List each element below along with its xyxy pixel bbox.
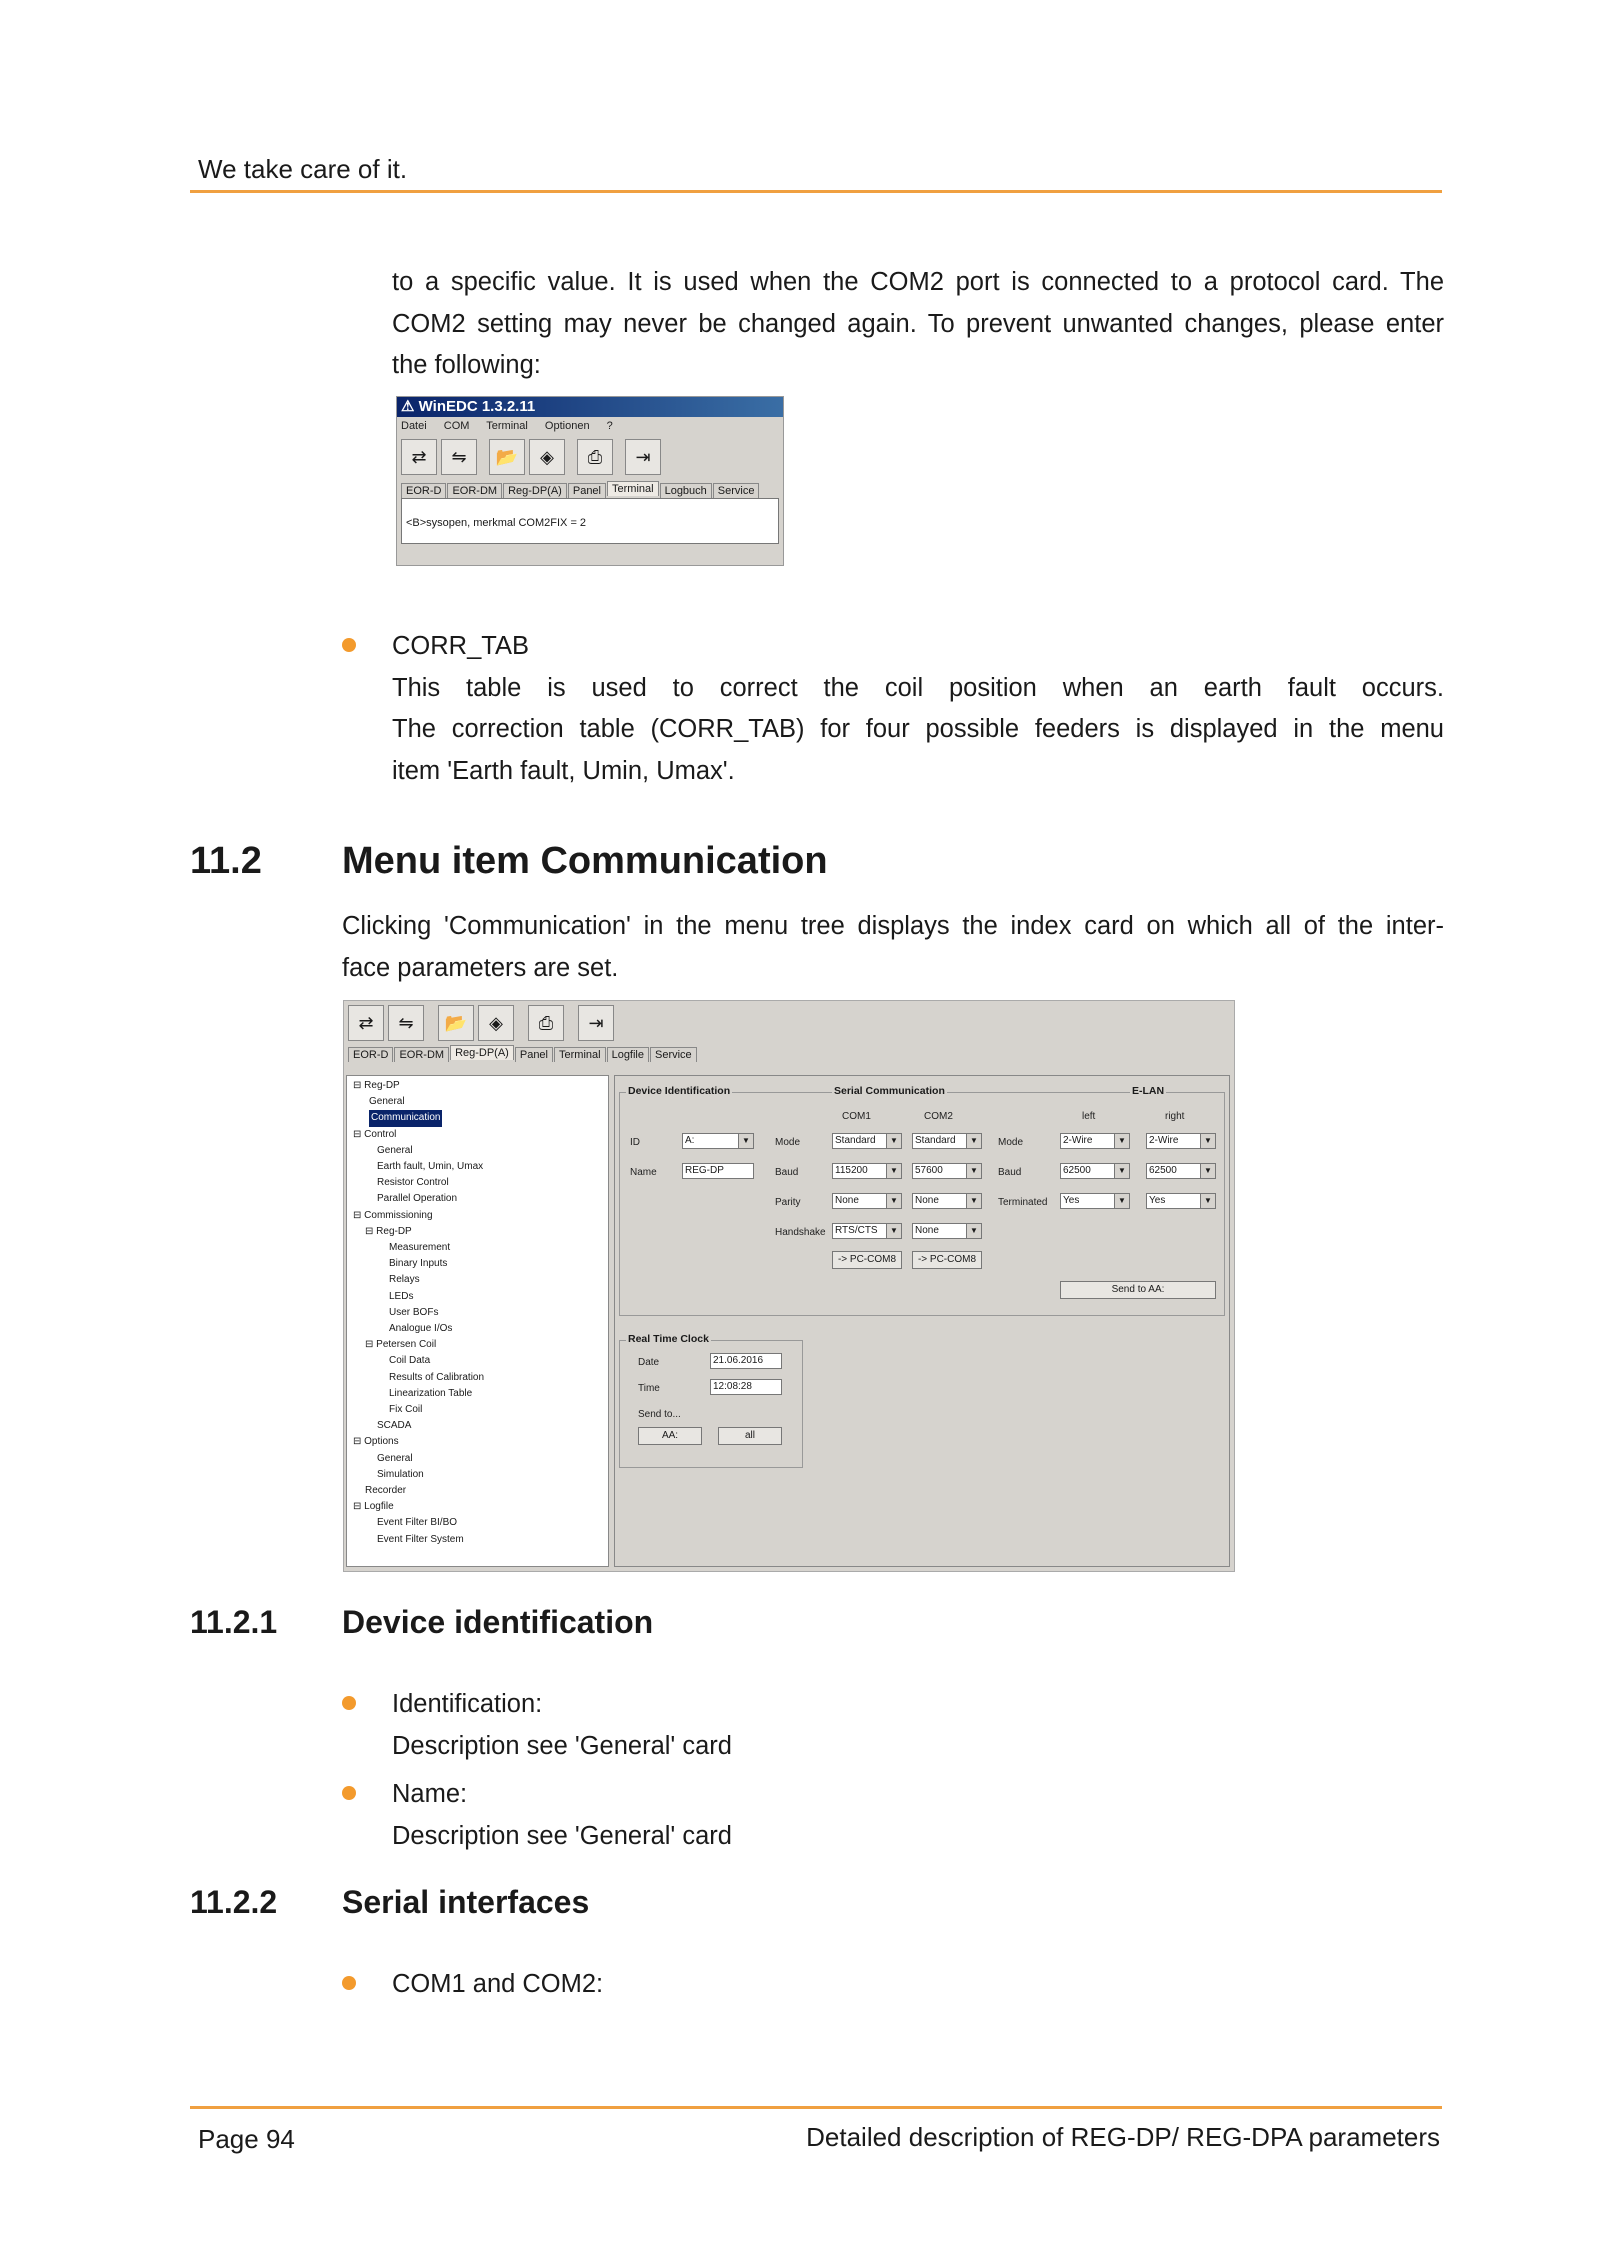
tree-item-label: Relays xyxy=(389,1274,420,1286)
tree-item-label: LEDs xyxy=(389,1290,414,1302)
tree-item-label: Event Filter BI/BO xyxy=(377,1517,458,1529)
section-11-2-1-number: 11.2.1 xyxy=(190,1604,278,1640)
printer-icon[interactable]: ⎙ xyxy=(577,439,613,475)
tree-item[interactable] xyxy=(347,1240,608,1256)
section-11-2-2-number: 11.2.2 xyxy=(190,1884,278,1920)
com1-pc-button[interactable]: -> PC-COM8 xyxy=(832,1251,902,1269)
tree-item[interactable] xyxy=(347,1127,608,1143)
footer-doc-title: Detailed description of REG-DP/ REG-DPA parameters xyxy=(806,2122,1440,2152)
intro-line-1: to a specific value. It is used when the COM2 port is connected to a protocol card. The xyxy=(392,268,1444,296)
identification-desc: Description see 'General' card xyxy=(392,1731,732,1760)
rtc-send-aa-button[interactable]: AA: xyxy=(638,1427,702,1445)
tree-item[interactable] xyxy=(347,1143,608,1159)
tree-item[interactable] xyxy=(347,1289,608,1305)
tab-logbuch[interactable]: Logbuch xyxy=(660,483,712,498)
tree-item-label: Recorder xyxy=(365,1485,407,1497)
bullet-dot xyxy=(342,638,356,652)
tree-item-label: Fix Coil xyxy=(389,1404,423,1416)
id-label: ID xyxy=(630,1137,640,1148)
dropdown-arrow-icon: ▼ xyxy=(966,1224,981,1238)
tree-item[interactable] xyxy=(347,1094,608,1110)
tree-item-label: Measurement xyxy=(389,1242,451,1254)
com1-column-label: COM1 xyxy=(842,1111,871,1122)
id-select[interactable]: A: ▼ xyxy=(682,1133,754,1149)
section-11-2-1-title: Device identification xyxy=(342,1604,654,1640)
com2-handshake-select[interactable]: None ▼ xyxy=(912,1223,982,1239)
tree-item[interactable] xyxy=(347,1386,608,1402)
bullet-dot xyxy=(342,1976,356,1990)
tree-item[interactable] xyxy=(347,1353,608,1369)
tree-item-label: User BOFs xyxy=(389,1306,439,1318)
tree-item[interactable] xyxy=(347,1078,608,1094)
tab-terminal[interactable]: Terminal xyxy=(554,1047,606,1062)
tab-eor-d[interactable]: EOR-D xyxy=(348,1047,393,1062)
tab-eor-dm[interactable]: EOR-DM xyxy=(447,483,502,498)
name-desc: Description see 'General' card xyxy=(392,1821,732,1850)
elan-left-mode-select[interactable]: 2-Wire ▼ xyxy=(1060,1133,1130,1149)
com1-parity-select[interactable]: None ▼ xyxy=(832,1193,902,1209)
tree-item[interactable] xyxy=(347,1191,608,1207)
winedc-tabs xyxy=(397,483,783,498)
tree-item[interactable] xyxy=(347,1321,608,1337)
tree-item[interactable] xyxy=(347,1467,608,1483)
elan-baud-label: Baud xyxy=(998,1167,1022,1178)
tree-item-label: Linearization Table xyxy=(389,1387,473,1399)
tree-item-label: ⊟ Commissioning xyxy=(353,1209,433,1221)
tab-eor-dm[interactable]: EOR-DM xyxy=(394,1047,449,1062)
tree-item-label: Parallel Operation xyxy=(377,1193,458,1205)
tree-item-label: ⊟ Control xyxy=(353,1128,397,1140)
tab-panel[interactable]: Panel xyxy=(515,1047,553,1062)
date-label: Date xyxy=(638,1357,660,1368)
menu-terminal[interactable]: Terminal xyxy=(486,420,528,432)
tree-item-label: Resistor Control xyxy=(377,1177,449,1189)
tree-item-label: Earth fault, Umin, Umax xyxy=(377,1161,484,1173)
section-11-2-title: Menu item Communication xyxy=(342,840,828,882)
intro-line-2: COM2 setting may never be changed again. To prevent unwanted changes, please enter xyxy=(392,309,1444,338)
dropdown-arrow-icon: ▼ xyxy=(886,1194,901,1208)
elan-mode-label: Mode xyxy=(998,1137,1024,1148)
section-11-2-line-2: face parameters are set. xyxy=(342,953,619,982)
corr-tab-title: CORR_TAB xyxy=(392,632,529,660)
terminal-input[interactable]: <B>sysopen, merkmal COM2FIX = 2 xyxy=(401,498,779,544)
elan-left-term-select[interactable]: Yes ▼ xyxy=(1060,1193,1130,1209)
parity-label: Parity xyxy=(775,1197,801,1208)
com1-baud-select[interactable]: 115200 ▼ xyxy=(832,1163,902,1179)
bullet-dot xyxy=(342,1786,356,1800)
printer-icon[interactable]: ⎙ xyxy=(528,1005,564,1041)
diskette-icon[interactable]: ◈ xyxy=(478,1005,514,1041)
corr-tab-line-2: The correction table (CORR_TAB) for four possible feeders is displayed in the menu xyxy=(392,715,1444,743)
tree-item[interactable] xyxy=(347,1418,608,1434)
baud-label: Baud xyxy=(775,1167,799,1178)
diskette-icon[interactable]: ◈ xyxy=(529,439,565,475)
com1-handshake-select[interactable]: RTS/CTS ▼ xyxy=(832,1223,902,1239)
connect-icon[interactable]: ⇄ xyxy=(348,1005,384,1041)
date-field[interactable]: 21.06.2016 xyxy=(710,1353,782,1369)
corr-tab-line-1: This table is used to correct the coil position when an earth fault occurs. xyxy=(392,673,1444,702)
header-rule xyxy=(190,190,1442,193)
tab-panel[interactable]: Panel xyxy=(568,483,606,498)
header-tagline: We take care of it. xyxy=(198,154,408,184)
com2-column-label: COM2 xyxy=(924,1111,953,1122)
rtc-send-all-button[interactable]: all xyxy=(718,1427,782,1445)
communication-card xyxy=(614,1075,1230,1567)
dropdown-arrow-icon: ▼ xyxy=(738,1134,753,1148)
tree-item[interactable] xyxy=(347,1159,608,1175)
tree-item-label: Event Filter System xyxy=(377,1533,464,1545)
disconnect-icon[interactable]: ⇋ xyxy=(388,1005,424,1041)
menu-com[interactable]: COM xyxy=(443,420,470,432)
serial-comm-title: Serial Communication xyxy=(834,1085,945,1097)
elan-left-label: left xyxy=(1082,1111,1096,1122)
winedc-titlebar xyxy=(397,397,783,417)
elan-right-term-select[interactable]: Yes ▼ xyxy=(1146,1193,1216,1209)
footer-rule xyxy=(190,2106,1442,2109)
main-tabs xyxy=(344,1047,1234,1062)
rtc-group xyxy=(619,1333,803,1468)
dropdown-arrow-icon: ▼ xyxy=(1114,1194,1129,1208)
com1-mode-select[interactable]: Standard ▼ xyxy=(832,1133,902,1149)
elan-left-baud-select[interactable]: 62500 ▼ xyxy=(1060,1163,1130,1179)
winedc-title: WinEDC 1.3.2.11 xyxy=(418,398,536,415)
open-folder-icon[interactable]: 📂 xyxy=(489,439,525,475)
tree-item[interactable] xyxy=(347,1370,608,1386)
tree-item[interactable] xyxy=(347,1175,608,1191)
tab-reg-dp[interactable]: Reg-DP(A) xyxy=(450,1045,514,1060)
name-field[interactable]: REG-DP xyxy=(682,1163,754,1179)
tree-item-label: Results of Calibration xyxy=(389,1371,485,1383)
tree-item-label: SCADA xyxy=(377,1420,412,1432)
dropdown-arrow-icon: ▼ xyxy=(1200,1164,1215,1178)
dropdown-arrow-icon: ▼ xyxy=(886,1134,901,1148)
send-to-label: Send to... xyxy=(638,1409,681,1420)
send-to-aa-button[interactable]: Send to AA: xyxy=(1060,1281,1216,1299)
tree-item-label: Coil Data xyxy=(389,1355,431,1367)
menu-datei[interactable]: Datei xyxy=(401,420,427,432)
dropdown-arrow-icon: ▼ xyxy=(886,1224,901,1238)
tree-item[interactable] xyxy=(347,1272,608,1288)
menu-tree[interactable] xyxy=(346,1075,609,1567)
tree-item-label: Binary Inputs xyxy=(389,1258,448,1270)
com2-mode-select[interactable]: Standard ▼ xyxy=(912,1133,982,1149)
open-folder-icon[interactable]: 📂 xyxy=(438,1005,474,1041)
section-11-2-paragraph xyxy=(342,906,1444,989)
tree-item[interactable] xyxy=(347,1256,608,1272)
winedc-screenshot xyxy=(396,396,784,566)
corr-tab-block xyxy=(392,626,1444,792)
elan-terminated-label: Terminated xyxy=(998,1197,1048,1208)
bullet-dot xyxy=(342,1696,356,1710)
elan-right-baud-select[interactable]: 62500 ▼ xyxy=(1146,1163,1216,1179)
tree-item[interactable] xyxy=(347,1515,608,1531)
tab-reg-dp[interactable]: Reg-DP(A) xyxy=(503,483,567,498)
tree-item[interactable] xyxy=(347,1224,608,1240)
tree-item[interactable] xyxy=(347,1532,608,1548)
section-11-2-number: 11.2 xyxy=(190,840,262,882)
tree-item-label: General xyxy=(377,1144,413,1156)
section-11-2-line-1: Clicking 'Communication' in the menu tree displays the index card on which all of the inter- xyxy=(342,912,1444,940)
dropdown-arrow-icon: ▼ xyxy=(966,1134,981,1148)
winedc-toolbar xyxy=(397,435,783,479)
tree-item-label: General xyxy=(377,1452,413,1464)
time-field[interactable]: 12:08:28 xyxy=(710,1379,782,1395)
rtc-title: Real Time Clock xyxy=(628,1333,709,1345)
tree-item[interactable] xyxy=(347,1305,608,1321)
identification-title: Identification: xyxy=(392,1690,543,1718)
menu-optionen[interactable]: Optionen xyxy=(544,420,590,432)
menu-help[interactable]: ? xyxy=(606,420,613,432)
dropdown-arrow-icon: ▼ xyxy=(966,1164,981,1178)
tree-item-label: Communication xyxy=(369,1110,442,1126)
tree-item[interactable] xyxy=(347,1402,608,1418)
tab-logfile[interactable]: Logfile xyxy=(607,1047,649,1062)
tab-eor-d[interactable]: EOR-D xyxy=(401,483,446,498)
tree-item-label: ⊟ Reg-DP xyxy=(353,1080,400,1091)
identification-item xyxy=(392,1684,732,1767)
exit-icon[interactable]: ⇥ xyxy=(578,1005,614,1041)
elan-right-mode-select[interactable]: 2-Wire ▼ xyxy=(1146,1133,1216,1149)
elan-right-label: right xyxy=(1165,1111,1185,1122)
com2-pc-button[interactable]: -> PC-COM8 xyxy=(912,1251,982,1269)
footer-page-number: Page 94 xyxy=(198,2124,295,2154)
tree-item-label: ⊟ Logfile xyxy=(353,1501,394,1513)
communication-screenshot xyxy=(343,1000,1235,1572)
tree-item[interactable] xyxy=(347,1483,608,1499)
tab-terminal[interactable]: Terminal xyxy=(607,481,659,496)
tree-item-label: Analogue I/Os xyxy=(389,1323,453,1335)
toolbar xyxy=(344,1001,1234,1045)
intro-line-3: the following: xyxy=(392,351,541,379)
tree-item-label: General xyxy=(369,1096,405,1108)
tree-item[interactable] xyxy=(347,1110,608,1126)
com2-parity-select[interactable]: None ▼ xyxy=(912,1193,982,1209)
dropdown-arrow-icon: ▼ xyxy=(1200,1194,1215,1208)
section-11-2-2-title: Serial interfaces xyxy=(342,1884,590,1920)
tree-item-label: ⊟ Reg-DP xyxy=(365,1225,412,1237)
tree-item[interactable] xyxy=(347,1337,608,1353)
winedc-menubar xyxy=(397,417,783,435)
tree-item-label: Simulation xyxy=(377,1468,424,1480)
dropdown-arrow-icon: ▼ xyxy=(1114,1164,1129,1178)
name-title: Name: xyxy=(392,1780,468,1808)
com2-baud-select[interactable]: 57600 ▼ xyxy=(912,1163,982,1179)
tree-item[interactable] xyxy=(347,1208,608,1224)
corr-tab-line-3: item 'Earth fault, Umin, Umax'. xyxy=(392,756,735,785)
connect-icon[interactable]: ⇄ xyxy=(401,439,437,475)
device-id-title: Device Identification xyxy=(628,1085,731,1097)
mode-label: Mode xyxy=(775,1137,801,1148)
disconnect-icon[interactable]: ⇋ xyxy=(441,439,477,475)
tree-item[interactable] xyxy=(347,1434,608,1450)
tab-service[interactable]: Service xyxy=(713,483,760,498)
communication-group xyxy=(619,1085,1225,1316)
tree-item-label: ⊟ Petersen Coil xyxy=(365,1339,437,1351)
app-warning-icon: ⚠ xyxy=(401,398,415,415)
tree-item[interactable] xyxy=(347,1499,608,1515)
handshake-label: Handshake xyxy=(775,1227,826,1238)
dropdown-arrow-icon: ▼ xyxy=(1114,1134,1129,1148)
dropdown-arrow-icon: ▼ xyxy=(966,1194,981,1208)
elan-title: E-LAN xyxy=(1132,1085,1165,1097)
time-label: Time xyxy=(638,1383,660,1394)
tab-service[interactable]: Service xyxy=(650,1047,697,1062)
dropdown-arrow-icon: ▼ xyxy=(1200,1134,1215,1148)
com-item-title: COM1 and COM2: xyxy=(392,1970,604,1998)
tree-item-label: ⊟ Options xyxy=(353,1436,399,1448)
tree-item[interactable] xyxy=(347,1451,608,1467)
name-label: Name xyxy=(630,1167,657,1178)
exit-icon[interactable]: ⇥ xyxy=(625,439,661,475)
intro-paragraph xyxy=(392,262,1444,387)
dropdown-arrow-icon: ▼ xyxy=(886,1164,901,1178)
name-item xyxy=(392,1774,732,1857)
